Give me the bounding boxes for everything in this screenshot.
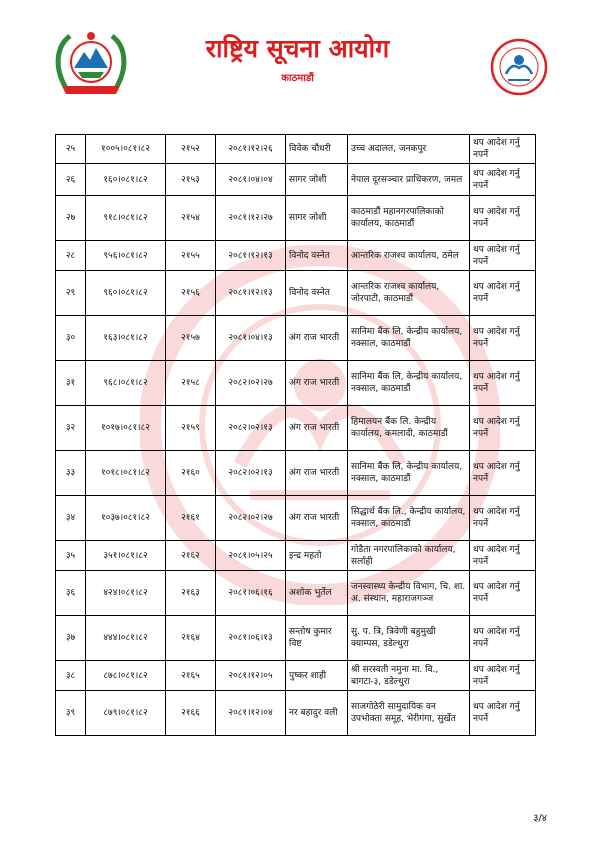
registration-number-cell: १०३७।०८१।८२ (86, 496, 166, 541)
decision-cell: थप आदेश गर्नु नपर्ने (470, 496, 536, 541)
nepal-emblem-icon (52, 28, 130, 98)
date-cell: २०८२।०२।१३ (216, 406, 286, 451)
date-cell: २०८१।१२।०५ (216, 661, 286, 691)
registration-number-cell: १००५।०८१।८२ (86, 135, 166, 164)
appellant-name-cell: विवेक चौधरी (286, 135, 348, 164)
decision-number-cell: २१५४ (166, 196, 216, 241)
registration-number-cell: ९६८।०८१।८२ (86, 361, 166, 406)
serial-cell: ३९ (56, 691, 86, 736)
table-row (56, 361, 536, 406)
registration-number-cell: ९६०।०८१।८२ (86, 271, 166, 316)
decision-cell: थप आदेश गर्नु नपर्ने (470, 241, 536, 271)
decision-cell: थप आदेश गर्नु नपर्ने (470, 616, 536, 661)
table-row (56, 406, 536, 451)
registration-number-cell: ३५१।०८१।८२ (86, 541, 166, 571)
public-body-cell: हिमालयन बैंक लि. केन्द्रीय कार्यालय, कमलादी, काठमाडौं (348, 406, 470, 451)
table-row (56, 271, 536, 316)
table-row (56, 571, 536, 616)
records-table (55, 134, 536, 736)
table-row (56, 661, 536, 691)
date-cell: २०८१।१२।२७ (216, 196, 286, 241)
appellant-name-cell: अंग राज भारती (286, 406, 348, 451)
date-cell: २०८१।१२।०४ (216, 691, 286, 736)
serial-cell: ३० (56, 316, 86, 361)
serial-cell: २८ (56, 241, 86, 271)
decision-cell: थप आदेश गर्नु नपर्ने (470, 661, 536, 691)
public-body-cell: नेपाल दूरसञ्चार प्राधिकरण, जमल (348, 164, 470, 196)
table-row (56, 135, 536, 164)
appellant-name-cell: पुष्कर शाही (286, 661, 348, 691)
appellant-name-cell: विनोद वस्नेत (286, 271, 348, 316)
decision-cell: थप आदेश गर्नु नपर्ने (470, 271, 536, 316)
public-body-cell: गोडैता नगरपालिकाको कार्यालय, सर्लाही (348, 541, 470, 571)
date-cell: २०८१।०४।०४ (216, 164, 286, 196)
public-body-cell: उच्च अदालत, जनकपुर (348, 135, 470, 164)
commission-seal-icon (490, 38, 548, 96)
decision-cell: थप आदेश गर्नु नपर्ने (470, 135, 536, 164)
decision-cell: थप आदेश गर्नु नपर्ने (470, 571, 536, 616)
registration-number-cell: ९५६।०८१।८२ (86, 241, 166, 271)
table-row (56, 691, 536, 736)
appellant-name-cell: अंग राज भारती (286, 496, 348, 541)
date-cell: २०८१।०४।१३ (216, 316, 286, 361)
appellant-name-cell: नर बहादुर वली (286, 691, 348, 736)
serial-cell: ३३ (56, 451, 86, 496)
serial-cell: २७ (56, 196, 86, 241)
serial-cell: २९ (56, 271, 86, 316)
appellant-name-cell: इन्द्र महतो (286, 541, 348, 571)
table-row (56, 541, 536, 571)
public-body-cell: सिद्धार्थ बैंक लि., केन्द्रीय कार्यालय, नक्साल, काठमाडौं (348, 496, 470, 541)
table-row (56, 196, 536, 241)
page-subtitle: काठमाडौं (281, 73, 314, 84)
table-row (56, 451, 536, 496)
public-body-cell: जनस्वास्थ्य केन्द्रीय विभाग, चि. शा. अ. संस्थान, महाराजगञ्ज (348, 571, 470, 616)
registration-number-cell: ९१८।०८१।८२ (86, 196, 166, 241)
appellant-name-cell: अंग राज भारती (286, 361, 348, 406)
decision-cell: थप आदेश गर्नु नपर्ने (470, 541, 536, 571)
decision-number-cell: २१६४ (166, 616, 216, 661)
serial-cell: ३६ (56, 571, 86, 616)
page-number: ३/४ (533, 813, 547, 824)
serial-cell: ३४ (56, 496, 86, 541)
date-cell: २०८१।१२।१३ (216, 271, 286, 316)
decision-number-cell: २१६३ (166, 571, 216, 616)
table-row (56, 316, 536, 361)
serial-cell: २५ (56, 135, 86, 164)
date-cell: २०८२।०२।२७ (216, 361, 286, 406)
date-cell: २०८२।०२।१३ (216, 451, 286, 496)
decision-number-cell: २१५३ (166, 164, 216, 196)
date-cell: २०८१।०५।२५ (216, 541, 286, 571)
decision-number-cell: २१५७ (166, 316, 216, 361)
registration-number-cell: १०१८।०८१।८२ (86, 451, 166, 496)
decision-number-cell: २१५८ (166, 361, 216, 406)
page-title: राष्ट्रिय सूचना आयोग (205, 34, 390, 63)
decision-cell: थप आदेश गर्नु नपर्ने (470, 691, 536, 736)
decision-cell: थप आदेश गर्नु नपर्ने (470, 361, 536, 406)
date-cell: २०८१।०६।१३ (216, 616, 286, 661)
decision-number-cell: २१५५ (166, 241, 216, 271)
public-body-cell: सानिमा बैंक लि, केन्द्रीय कार्यालय, नक्साल, काठमाडौं (348, 361, 470, 406)
serial-cell: ३७ (56, 616, 86, 661)
registration-number-cell: ८७९।०८१।८२ (86, 691, 166, 736)
decision-cell: थप आदेश गर्नु नपर्ने (470, 451, 536, 496)
registration-number-cell: १६३।०८१।८२ (86, 316, 166, 361)
decision-number-cell: २१५९ (166, 406, 216, 451)
public-body-cell: सानिमा बैंक लि, केन्द्रीय कार्यालय, नक्साल, काठमाडौं (348, 451, 470, 496)
appellant-name-cell: सन्तोष कुमार विष्ट (286, 616, 348, 661)
decision-number-cell: २१५२ (166, 135, 216, 164)
public-body-cell: आन्तरिक राजश्व कार्यालय, ठमेल (348, 241, 470, 271)
public-body-cell: आन्तरिक राजश्व कार्यालय, जोरपाटी, काठमाडौं (348, 271, 470, 316)
registration-number-cell: ४२४।०८१।८२ (86, 571, 166, 616)
date-cell: २०८१।१२।१३ (216, 241, 286, 271)
serial-cell: ३५ (56, 541, 86, 571)
decision-number-cell: २१६५ (166, 661, 216, 691)
serial-cell: २६ (56, 164, 86, 196)
date-cell: २०८१।१२।२६ (216, 135, 286, 164)
registration-number-cell: ४४४।०८१।८२ (86, 616, 166, 661)
records-table-body (56, 135, 536, 736)
table-row (56, 164, 536, 196)
page-header (0, 0, 595, 125)
serial-cell: ३२ (56, 406, 86, 451)
appellant-name-cell: अशोक भुर्तेल (286, 571, 348, 616)
serial-cell: ३८ (56, 661, 86, 691)
serial-cell: ३१ (56, 361, 86, 406)
public-body-cell: श्री सरस्वती नमुना मा. वि., बागटा-३, डडेल्धुरा (348, 661, 470, 691)
decision-cell: थप आदेश गर्नु नपर्ने (470, 196, 536, 241)
decision-number-cell: २१६१ (166, 496, 216, 541)
decision-number-cell: २१५६ (166, 271, 216, 316)
appellant-name-cell: सागर जोशी (286, 164, 348, 196)
public-body-cell: साजगोठेरी सामुदायिक वन उपभोक्ता समूह, भेरीगंगा, सुर्खेत (348, 691, 470, 736)
date-cell: २०८१।०६।१६ (216, 571, 286, 616)
appellant-name-cell: सागर जोशी (286, 196, 348, 241)
appellant-name-cell: विनोद वस्नेत (286, 241, 348, 271)
table-row (56, 496, 536, 541)
table-row (56, 616, 536, 661)
decision-number-cell: २१६२ (166, 541, 216, 571)
decision-cell: थप आदेश गर्नु नपर्ने (470, 316, 536, 361)
decision-cell: थप आदेश गर्नु नपर्ने (470, 406, 536, 451)
date-cell: २०८२।०२।२७ (216, 496, 286, 541)
registration-number-cell: १६०।०८१।८२ (86, 164, 166, 196)
decision-number-cell: २१६६ (166, 691, 216, 736)
decision-cell: थप आदेश गर्नु नपर्ने (470, 164, 536, 196)
decision-number-cell: २१६० (166, 451, 216, 496)
table-row (56, 241, 536, 271)
public-body-cell: काठमाडौं महानगरपालिकाको कार्यालय, काठमाडौं (348, 196, 470, 241)
registration-number-cell: ८७८।०८१।८२ (86, 661, 166, 691)
public-body-cell: सु. प. त्रि, त्रिवेणी बहुमुखी क्याम्पस, डडेल्धुरा (348, 616, 470, 661)
appellant-name-cell: अंग राज भारती (286, 316, 348, 361)
appellant-name-cell: अंग राज भारती (286, 451, 348, 496)
public-body-cell: सानिमा बैंक लि, केन्द्रीय कार्यालय, नक्साल, काठमाडौं (348, 316, 470, 361)
registration-number-cell: १०१७।०८१।८२ (86, 406, 166, 451)
